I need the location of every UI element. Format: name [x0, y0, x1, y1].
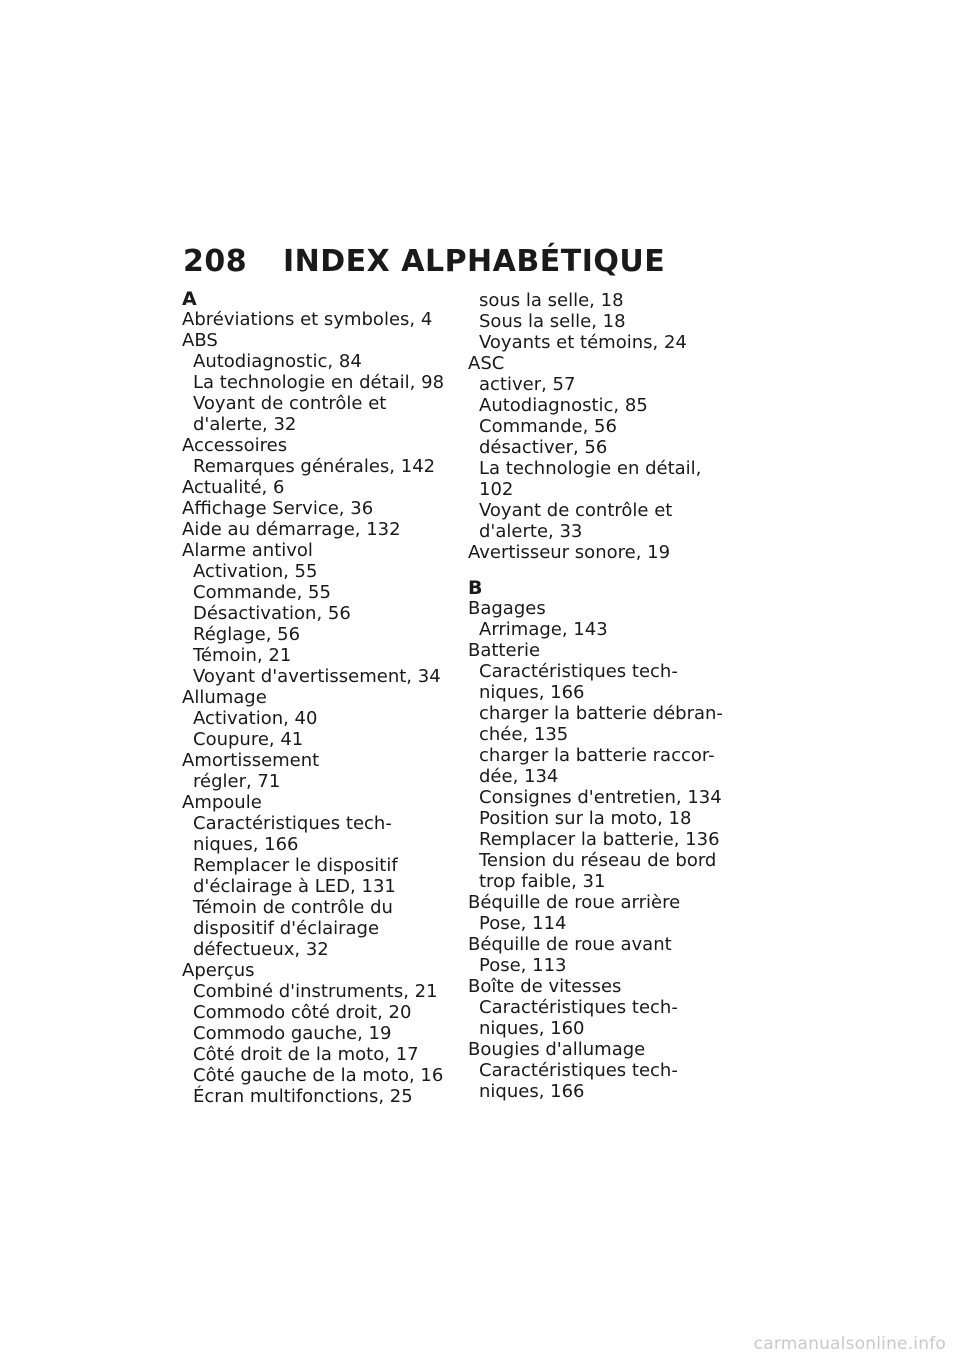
index-subentry: Commodo côté droit, 20 [193, 1002, 412, 1023]
index-subentry: Pose, 114 [479, 913, 567, 934]
index-subentry: Sous la selle, 18 [479, 311, 626, 332]
index-entry: Aperçus [182, 960, 255, 981]
index-subentry: Côté droit de la moto, 17 [193, 1044, 419, 1065]
index-subentry: Activation, 55 [193, 561, 318, 582]
index-subentry: d'éclairage à LED, 131 [193, 876, 396, 897]
index-subentry: d'alerte, 32 [193, 414, 297, 435]
index-entry: Abréviations et symboles, 4 [182, 309, 433, 330]
section-spacer [468, 563, 738, 579]
index-subentry: Position sur la moto, 18 [479, 808, 692, 829]
index-subentry: Autodiagnostic, 84 [193, 351, 362, 372]
page-header [183, 242, 665, 282]
index-subentry: Pose, 113 [479, 955, 567, 976]
index-entry: Amortissement [182, 750, 320, 771]
index-subentry: Activation, 40 [193, 708, 318, 729]
index-subentry: désactiver, 56 [479, 437, 608, 458]
index-entry: Béquille de roue arrière [468, 892, 681, 913]
index-subentry: niques, 166 [479, 682, 585, 703]
index-subentry: Voyant de contrôle et [479, 500, 673, 521]
index-subentry: Remplacer la batterie, 136 [479, 829, 720, 850]
index-entry: ASC [468, 353, 505, 374]
index-entry: Ampoule [182, 792, 262, 813]
index-subentry: Tension du réseau de bord [479, 850, 717, 871]
index-entry: Allumage [182, 687, 267, 708]
index-entry: Accessoires [182, 435, 288, 456]
index-subentry: Caractéristiques tech- [479, 997, 678, 1018]
index-subentry: Autodiagnostic, 85 [479, 395, 648, 416]
index-subentry: Écran multifonctions, 25 [193, 1086, 413, 1107]
index-subentry: Commande, 56 [479, 416, 617, 437]
index-subentry: chée, 135 [479, 724, 569, 745]
index-subentry: sous la selle, 18 [479, 290, 624, 311]
index-subentry: trop faible, 31 [479, 871, 606, 892]
index-subentry: Désactivation, 56 [193, 603, 351, 624]
index-subentry: Réglage, 56 [193, 624, 301, 645]
index-subentry: niques, 166 [479, 1081, 585, 1102]
index-subentry: Remarques générales, 142 [193, 456, 436, 477]
index-subentry: Remplacer le dispositif [193, 855, 398, 876]
index-subentry: régler, 71 [193, 771, 281, 792]
index-section-letter: B [468, 577, 483, 599]
index-subentry: charger la batterie débran- [479, 703, 723, 724]
index-subentry: Commodo gauche, 19 [193, 1023, 392, 1044]
index-subentry: Témoin de contrôle du [193, 897, 393, 918]
index-subentry: niques, 160 [479, 1018, 585, 1039]
index-subentry: La technologie en détail, 98 [193, 372, 445, 393]
index-entry: Avertisseur sonore, 19 [468, 542, 671, 563]
index-subentry: Caractéristiques tech- [479, 1060, 678, 1081]
index-subentry: Arrimage, 143 [479, 619, 608, 640]
index-column-right [468, 290, 738, 1102]
page-number: 208 [183, 244, 248, 279]
index-entry: Affichage Service, 36 [182, 498, 374, 519]
index-subentry: Commande, 55 [193, 582, 331, 603]
index-column-left [182, 290, 452, 1107]
index-subentry: dée, 134 [479, 766, 559, 787]
index-subentry: Consignes d'entretien, 134 [479, 787, 722, 808]
index-subentry: Témoin, 21 [193, 645, 292, 666]
index-subentry: Caractéristiques tech- [193, 813, 392, 834]
index-subentry: charger la batterie raccor- [479, 745, 715, 766]
index-subentry: La technologie en détail, 102 [479, 458, 702, 500]
index-subentry: Caractéristiques tech- [479, 661, 678, 682]
index-entry: ABS [182, 330, 218, 351]
index-subentry: activer, 57 [479, 374, 576, 395]
index-entry: Bougies d'allumage [468, 1039, 646, 1060]
index-subentry: Voyant de contrôle et [193, 393, 387, 414]
index-entry: Aide au démarrage, 132 [182, 519, 401, 540]
index-entry: Bagages [468, 598, 546, 619]
index-subentry: Voyants et témoins, 24 [479, 332, 687, 353]
index-subentry: Combiné d'instruments, 21 [193, 981, 438, 1002]
index-entry: Alarme antivol [182, 540, 313, 561]
index-entry: Batterie [468, 640, 541, 661]
page-title: INDEX ALPHABÉTIQUE [283, 244, 666, 279]
index-subentry: niques, 166 [193, 834, 299, 855]
watermark: carmanualsonline.info [753, 1334, 946, 1354]
index-subentry: Coupure, 41 [193, 729, 304, 750]
index-subentry: dispositif d'éclairage [193, 918, 380, 939]
index-subentry: d'alerte, 33 [479, 521, 583, 542]
index-entry: Béquille de roue avant [468, 934, 672, 955]
index-section-letter: A [182, 288, 197, 310]
index-entry: Actualité, 6 [182, 477, 285, 498]
index-entry: Boîte de vitesses [468, 976, 622, 997]
index-subentry: défectueux, 32 [193, 939, 329, 960]
index-subentry: Voyant d'avertissement, 34 [193, 666, 441, 687]
index-subentry: Côté gauche de la moto, 16 [193, 1065, 444, 1086]
